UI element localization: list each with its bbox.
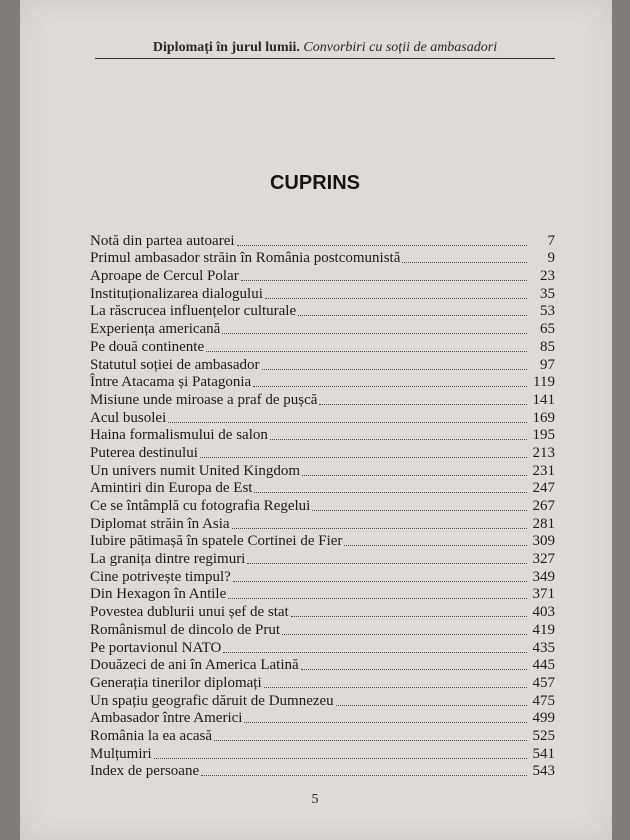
- running-header: [95, 40, 555, 59]
- toc-entry-page: 327: [532, 551, 555, 568]
- toc-entry-page: 53: [540, 303, 555, 320]
- toc-entry-title: Un spațiu geografic dăruit de Dumnezeu: [90, 692, 334, 709]
- toc-leader-dots: [312, 509, 527, 511]
- toc-leader-dots: [168, 421, 527, 423]
- toc-leader-dots: [262, 368, 527, 370]
- toc-entry: [90, 603, 555, 621]
- toc-entry: [90, 727, 555, 745]
- toc-entry-title: Misiune unde miroase a praf de pușcă: [90, 391, 318, 408]
- toc-entry-title: Povestea dublurii unui șef de stat: [90, 604, 289, 621]
- toc-entry-page: 499: [532, 710, 555, 727]
- toc-entry-title: Primul ambasador străin în România postcomunistă: [90, 250, 401, 267]
- toc-entry-page: 419: [532, 621, 555, 638]
- toc-leader-dots: [302, 474, 527, 476]
- toc-entry-title: Amintiri din Europa de Est: [90, 480, 253, 497]
- toc-entry-page: 445: [532, 657, 555, 674]
- toc-entry-page: 349: [532, 568, 555, 585]
- toc-leader-dots: [200, 456, 527, 458]
- toc-entry: [90, 568, 555, 586]
- toc-leader-dots: [254, 491, 527, 493]
- toc-entry-page: 525: [532, 727, 555, 744]
- page-title: CUPRINS: [269, 172, 360, 194]
- toc-entry-page: 403: [532, 604, 555, 621]
- toc-entry-title: Diplomat străin în Asia: [90, 515, 230, 532]
- toc-entry-title: Pe două continente: [90, 338, 205, 355]
- toc-entry: [90, 285, 555, 303]
- header-subtitle: Convorbiri cu soții de ambasadori: [303, 40, 498, 55]
- toc-entry: [90, 763, 555, 781]
- toc-entry-page: 119: [533, 374, 555, 391]
- toc-entry-title: Pe portavionul NATO: [90, 639, 222, 656]
- toc-leader-dots: [228, 597, 527, 599]
- toc-entry: [90, 480, 555, 498]
- toc-entry-page: 457: [532, 674, 555, 691]
- toc-entry-title: Instituționalizarea dialogului: [90, 285, 263, 302]
- toc-entry: [90, 356, 555, 374]
- toc-leader-dots: [291, 615, 527, 617]
- toc-entry-title: La răscrucea influențelor culturale: [90, 303, 297, 320]
- toc-entry: [90, 303, 555, 321]
- toc-leader-dots: [214, 739, 527, 741]
- table-of-contents: [90, 232, 555, 780]
- toc-leader-dots: [233, 580, 527, 582]
- toc-entry: [90, 621, 555, 639]
- toc-entry-page: 309: [532, 533, 555, 550]
- toc-entry: [90, 692, 555, 710]
- toc-leader-dots: [402, 261, 527, 263]
- toc-entry-title: Mulțumiri: [90, 745, 152, 762]
- toc-entry-page: 267: [532, 498, 555, 514]
- page-number: 5: [311, 792, 319, 807]
- toc-entry-title: La granița dintre regimuri: [90, 551, 246, 568]
- toc-entry: [90, 320, 555, 338]
- toc-entry: [90, 533, 555, 551]
- toc-entry-title: Statutul soției de ambasador: [90, 356, 260, 373]
- toc-entry-page: 85: [540, 338, 555, 355]
- toc-entry-page: 371: [532, 586, 555, 603]
- toc-entry-page: 35: [540, 285, 555, 302]
- toc-leader-dots: [319, 403, 527, 405]
- toc-entry: [90, 674, 555, 692]
- toc-entry-page: 543: [532, 763, 555, 780]
- toc-entry-page: 231: [532, 462, 555, 479]
- toc-entry: [90, 710, 555, 728]
- toc-leader-dots: [222, 332, 527, 334]
- toc-entry-page: 195: [532, 427, 555, 444]
- toc-entry-page: 475: [532, 692, 555, 709]
- toc-leader-dots: [344, 544, 527, 546]
- toc-entry-title: România la ea acasă: [90, 727, 213, 744]
- toc-leader-dots: [232, 527, 527, 529]
- toc-leader-dots: [154, 757, 527, 759]
- toc-entry-title: Index de persoane: [90, 763, 200, 780]
- toc-entry-page: 213: [532, 444, 555, 461]
- toc-entry: [90, 639, 555, 657]
- toc-entry-title: Cine potrivește timpul?: [90, 568, 231, 585]
- toc-leader-dots: [270, 438, 527, 440]
- toc-entry-title: Experiența americană: [90, 321, 221, 338]
- toc-entry-title: Notă din partea autoarei: [90, 232, 235, 249]
- toc-entry-page: 281: [532, 515, 555, 532]
- toc-entry: [90, 550, 555, 568]
- toc-entry-page: 541: [532, 745, 555, 762]
- toc-entry: [90, 745, 555, 763]
- toc-leader-dots: [336, 704, 527, 706]
- toc-entry-page: 9: [547, 250, 555, 267]
- toc-leader-dots: [282, 633, 527, 635]
- toc-entry: [90, 586, 555, 604]
- toc-leader-dots: [223, 651, 527, 653]
- toc-leader-dots: [237, 244, 527, 246]
- toc-entry: [90, 374, 555, 392]
- toc-leader-dots: [253, 385, 527, 387]
- toc-entry: [90, 250, 555, 268]
- toc-entry-title: Aproape de Cercul Polar: [90, 268, 239, 285]
- toc-entry-title: Românismul de dincolo de Prut: [90, 621, 280, 638]
- toc-entry-title: Între Atacama și Patagonia: [90, 374, 252, 391]
- toc-entry-title: Douăzeci de ani în America Latină: [90, 657, 299, 674]
- toc-entry-title: Puterea destinului: [90, 444, 198, 461]
- toc-entry: [90, 267, 555, 285]
- toc-entry-page: 23: [540, 268, 555, 285]
- toc-leader-dots: [301, 668, 527, 670]
- toc-leader-dots: [298, 314, 527, 316]
- toc-entry: [90, 515, 555, 533]
- toc-entry-page: 97: [540, 356, 555, 373]
- toc-entry-title: Ce se întâmplă cu fotografia Regelui: [90, 498, 311, 514]
- toc-entry-title: Din Hexagon în Antile: [90, 586, 227, 603]
- toc-entry-page: 141: [532, 391, 555, 408]
- toc-leader-dots: [247, 562, 527, 564]
- toc-entry-page: 65: [540, 321, 555, 338]
- toc-leader-dots: [264, 686, 527, 688]
- toc-entry-page: 247: [532, 480, 555, 497]
- toc-entry-title: Iubire pătimașă în spatele Cortinei de Fier: [90, 533, 343, 550]
- header-book-title: Diplomați în jurul lumii.: [152, 40, 300, 55]
- toc-entry: [90, 497, 555, 515]
- toc-entry-title: Acul busolei: [90, 409, 167, 426]
- toc-entry: [90, 391, 555, 409]
- toc-entry-title: Un univers numit United Kingdom: [90, 462, 300, 479]
- toc-leader-dots: [244, 721, 527, 723]
- toc-entry: [90, 232, 555, 250]
- toc-leader-dots: [201, 774, 527, 776]
- toc-entry: [90, 409, 555, 427]
- toc-entry: [90, 427, 555, 445]
- toc-entry-page: 7: [547, 232, 555, 249]
- toc-entry-page: 435: [532, 639, 555, 656]
- toc-entry: [90, 462, 555, 480]
- toc-entry-page: 169: [532, 409, 555, 426]
- toc-entry: [90, 657, 555, 675]
- toc-leader-dots: [265, 297, 527, 299]
- toc-entry-title: Haina formalismului de salon: [90, 427, 268, 444]
- toc-leader-dots: [241, 279, 527, 281]
- toc-leader-dots: [206, 350, 527, 352]
- toc-entry: [90, 338, 555, 356]
- toc-entry-title: Ambasador între Americi: [90, 710, 243, 727]
- toc-entry: [90, 444, 555, 462]
- toc-entry-title: Generația tinerilor diplomați: [90, 674, 262, 691]
